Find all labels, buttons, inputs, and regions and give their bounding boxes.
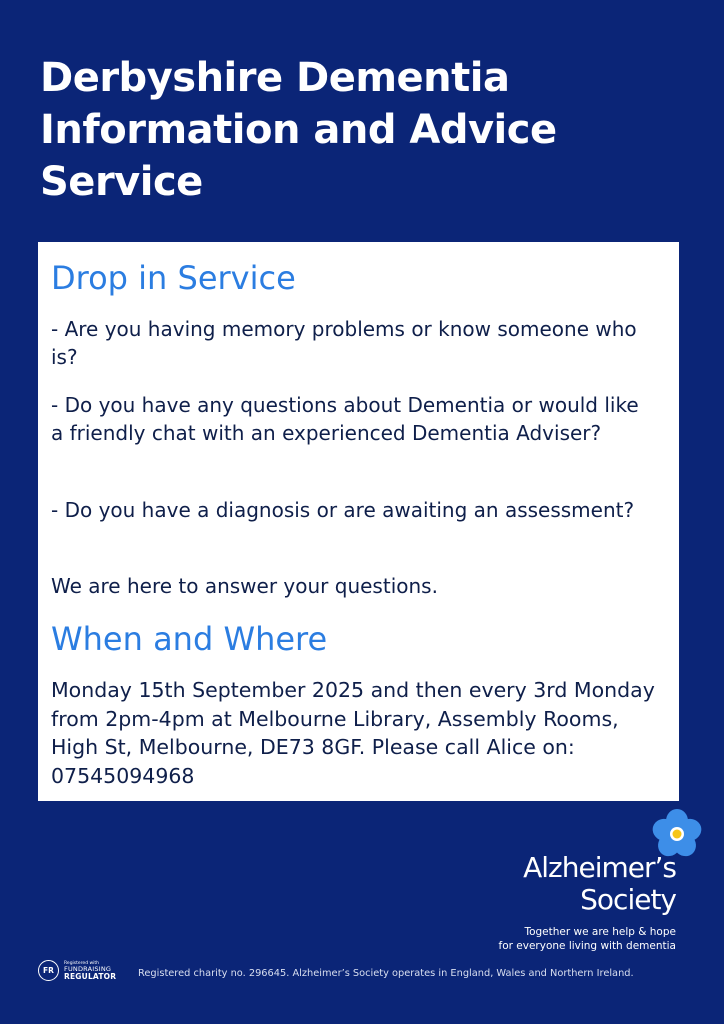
- when-where-heading: When and Where: [51, 620, 328, 658]
- logo-tagline: [499, 925, 677, 953]
- logo-name-line2: Society: [580, 883, 676, 916]
- event-details: Monday 15th September 2025 and then every 3rd Monday from 2pm-4pm at Melbourne Library, Assembly Rooms, High St, Melbourne, DE73 8GF. Please call Alice on: 07545094968: [51, 678, 655, 788]
- fundraising-regulator-badge: [38, 960, 124, 982]
- fr-registered-label: Registered with: [64, 961, 100, 966]
- fr-fundraising-label: FUNDRAISING: [64, 965, 112, 973]
- fr-icon: FR: [38, 960, 59, 981]
- answer-statement: We are here to answer your questions.: [51, 574, 438, 598]
- page-title: Derbyshire Dementia Information and Advice Service: [40, 55, 557, 205]
- question-dementia: - Do you have any questions about Dementia or would like a friendly chat with an experienced Dementia Adviser?: [51, 393, 639, 445]
- charity-statement: Registered charity no. 296645. Alzheimer’s Society operates in England, Wales and Northern Ireland.: [138, 968, 634, 979]
- question-memory: - Are you having memory problems or know someone who is?: [51, 317, 637, 369]
- question-diagnosis: - Do you have a diagnosis or are awaiting an assessment?: [51, 498, 635, 522]
- drop-in-heading: Drop in Service: [51, 259, 296, 297]
- logo-wordmark: [523, 852, 676, 916]
- tagline-line2: for everyone living with dementia: [498, 940, 676, 952]
- fr-regulator-label: REGULATOR: [64, 972, 117, 981]
- info-card: [38, 242, 679, 801]
- tagline-line1: Together we are help & hope: [524, 926, 676, 938]
- logo-name-line1: Alzheimer’s: [523, 851, 676, 884]
